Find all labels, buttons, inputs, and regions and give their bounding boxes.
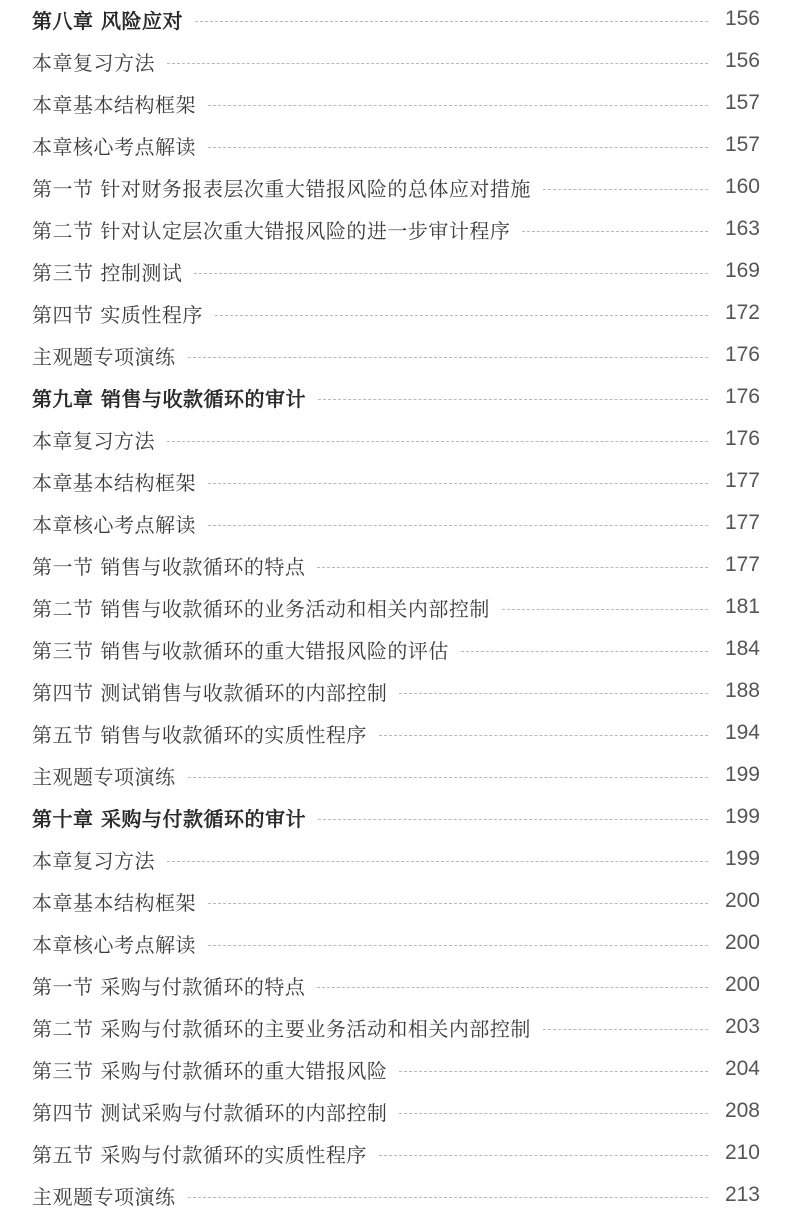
dotted-leader xyxy=(167,63,708,64)
toc-entry-title: 本章核心考点解读 xyxy=(32,932,196,957)
toc-entry-title: 第五节 采购与付款循环的实质性程序 xyxy=(32,1142,367,1167)
dotted-leader xyxy=(208,147,708,148)
toc-entry-page-number: 157 xyxy=(724,133,760,156)
toc-entry[interactable] xyxy=(32,1006,760,1048)
toc-entry-title: 第十章 采购与付款循环的审计 xyxy=(32,806,306,831)
toc-entry[interactable] xyxy=(32,1174,760,1216)
toc-entry[interactable] xyxy=(32,82,760,124)
toc-entry-title: 本章基本结构框架 xyxy=(32,470,196,495)
dotted-leader xyxy=(399,1113,708,1114)
dotted-leader xyxy=(399,1071,708,1072)
toc-entry-title: 主观题专项演练 xyxy=(32,1184,176,1209)
toc-entry-page-number: 160 xyxy=(724,175,760,198)
dotted-leader xyxy=(208,483,708,484)
dotted-leader xyxy=(399,693,708,694)
toc-entry-page-number: 176 xyxy=(724,385,760,408)
toc-entry-title: 第二节 针对认定层次重大错报风险的进一步审计程序 xyxy=(32,218,511,243)
dotted-leader xyxy=(318,819,708,820)
toc-entry-title: 本章复习方法 xyxy=(32,50,155,75)
toc-entry[interactable] xyxy=(32,1132,760,1174)
toc-entry-title: 主观题专项演练 xyxy=(32,344,176,369)
toc-entry-page-number: 177 xyxy=(724,511,760,534)
toc-entry-page-number: 203 xyxy=(724,1015,760,1038)
toc-entry-title: 第三节 控制测试 xyxy=(32,260,183,285)
toc-entry-title: 第四节 实质性程序 xyxy=(32,302,203,327)
toc-entry-page-number: 200 xyxy=(724,973,760,996)
toc-entry-page-number: 208 xyxy=(724,1099,760,1122)
dotted-leader xyxy=(379,1155,708,1156)
toc-entry-title: 第一节 销售与收款循环的特点 xyxy=(32,554,306,579)
toc-entry[interactable] xyxy=(32,40,760,82)
toc-entry[interactable] xyxy=(32,586,760,628)
toc-entry-title: 第二节 采购与付款循环的主要业务活动和相关内部控制 xyxy=(32,1016,531,1041)
toc-entry-page-number: 176 xyxy=(724,343,760,366)
toc-entry-title: 本章基本结构框架 xyxy=(32,890,196,915)
toc-entry[interactable] xyxy=(32,922,760,964)
dotted-leader xyxy=(208,105,708,106)
toc-entry-page-number: 157 xyxy=(724,91,760,114)
toc-entry-page-number: 181 xyxy=(724,595,760,618)
toc-entry-page-number: 169 xyxy=(724,259,760,282)
toc-entry-title: 第四节 测试采购与付款循环的内部控制 xyxy=(32,1100,388,1125)
toc-entry-title: 第一节 采购与付款循环的特点 xyxy=(32,974,306,999)
toc-entry-page-number: 213 xyxy=(724,1183,760,1206)
toc-entry-page-number: 163 xyxy=(724,217,760,240)
toc-entry[interactable] xyxy=(32,838,760,880)
toc-entry[interactable] xyxy=(32,250,760,292)
dotted-leader xyxy=(379,735,708,736)
dotted-leader xyxy=(461,651,708,652)
toc-chapter-entry[interactable] xyxy=(32,0,760,40)
toc-entry-page-number: 199 xyxy=(724,847,760,870)
dotted-leader xyxy=(522,231,708,232)
toc-entry-page-number: 204 xyxy=(724,1057,760,1080)
dotted-leader xyxy=(167,861,708,862)
toc-entry-page-number: 176 xyxy=(724,427,760,450)
toc-entry[interactable] xyxy=(32,754,760,796)
toc-entry[interactable] xyxy=(32,208,760,250)
toc-entry[interactable] xyxy=(32,334,760,376)
toc-entry-title: 本章核心考点解读 xyxy=(32,134,196,159)
dotted-leader xyxy=(208,945,708,946)
toc-entry-title: 第九章 销售与收款循环的审计 xyxy=(32,386,306,411)
dotted-leader xyxy=(167,441,708,442)
toc-entry[interactable] xyxy=(32,544,760,586)
toc-entry-title: 第八章 风险应对 xyxy=(32,8,183,33)
toc-entry-page-number: 177 xyxy=(724,469,760,492)
dotted-leader xyxy=(502,609,708,610)
toc-entry-title: 本章复习方法 xyxy=(32,428,155,453)
toc-entry[interactable] xyxy=(32,502,760,544)
toc-entry-page-number: 156 xyxy=(724,7,760,30)
dotted-leader xyxy=(188,357,709,358)
dotted-leader xyxy=(188,1197,709,1198)
toc-entry[interactable] xyxy=(32,460,760,502)
toc-chapter-entry[interactable] xyxy=(32,796,760,838)
dotted-leader xyxy=(317,987,708,988)
toc-entry[interactable] xyxy=(32,166,760,208)
toc-entry-title: 第三节 销售与收款循环的重大错报风险的评估 xyxy=(32,638,449,663)
dotted-leader xyxy=(543,1029,708,1030)
dotted-leader xyxy=(318,399,708,400)
toc-entry-page-number: 199 xyxy=(724,763,760,786)
toc-entry-page-number: 200 xyxy=(724,889,760,912)
toc-entry-page-number: 200 xyxy=(724,931,760,954)
toc-entry-page-number: 188 xyxy=(724,679,760,702)
toc-entry-title: 本章基本结构框架 xyxy=(32,92,196,117)
toc-entry-page-number: 184 xyxy=(724,637,760,660)
toc-entry-title: 主观题专项演练 xyxy=(32,764,176,789)
toc-entry-page-number: 210 xyxy=(724,1141,760,1164)
toc-entry-page-number: 199 xyxy=(724,805,760,828)
toc-entry-title: 第一节 针对财务报表层次重大错报风险的总体应对措施 xyxy=(32,176,531,201)
toc-entry[interactable] xyxy=(32,628,760,670)
toc-entry-page-number: 194 xyxy=(724,721,760,744)
dotted-leader xyxy=(208,903,708,904)
dotted-leader xyxy=(194,273,708,274)
toc-entry-title: 第四节 测试销售与收款循环的内部控制 xyxy=(32,680,388,705)
toc-entry[interactable] xyxy=(32,124,760,166)
toc-entry[interactable] xyxy=(32,880,760,922)
dotted-leader xyxy=(215,315,708,316)
toc-entry[interactable] xyxy=(32,292,760,334)
toc-entry-page-number: 172 xyxy=(724,301,760,324)
toc-entry[interactable] xyxy=(32,670,760,712)
toc-entry-title: 本章核心考点解读 xyxy=(32,512,196,537)
toc-entry-title: 本章复习方法 xyxy=(32,848,155,873)
toc-entry[interactable] xyxy=(32,1048,760,1090)
toc-entry-page-number: 177 xyxy=(724,553,760,576)
dotted-leader xyxy=(208,525,708,526)
toc-entry-title: 第二节 销售与收款循环的业务活动和相关内部控制 xyxy=(32,596,490,621)
dotted-leader xyxy=(543,189,708,190)
toc-chapter-entry[interactable] xyxy=(32,376,760,418)
dotted-leader xyxy=(195,21,708,22)
toc-entry[interactable] xyxy=(32,1090,760,1132)
toc-entry[interactable] xyxy=(32,418,760,460)
toc-entry[interactable] xyxy=(32,712,760,754)
toc-entry-title: 第三节 采购与付款循环的重大错报风险 xyxy=(32,1058,388,1083)
toc-entry-title: 第五节 销售与收款循环的实质性程序 xyxy=(32,722,367,747)
toc-entry-page-number: 156 xyxy=(724,49,760,72)
toc-entry[interactable] xyxy=(32,964,760,1006)
dotted-leader xyxy=(317,567,708,568)
dotted-leader xyxy=(188,777,709,778)
